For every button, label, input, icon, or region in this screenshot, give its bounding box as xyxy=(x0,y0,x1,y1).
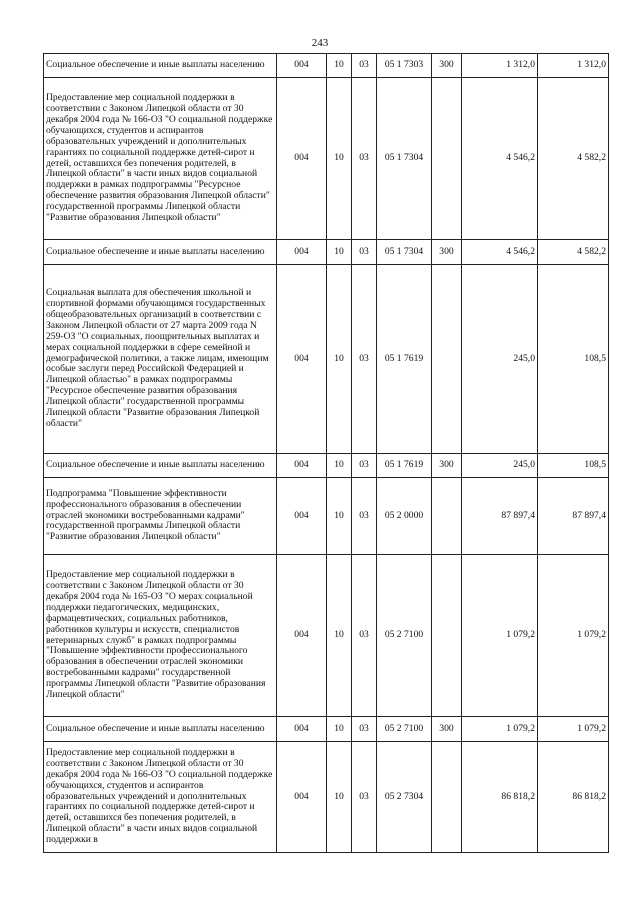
row-rz: 10 xyxy=(327,54,352,78)
row-vr: 300 xyxy=(432,717,462,742)
row-csr: 05 2 7304 xyxy=(377,742,432,853)
table-row xyxy=(44,454,609,478)
row-name: Социальное обеспечение и иные выплаты населению xyxy=(44,240,277,265)
row-vr: 300 xyxy=(432,240,462,265)
row-sum-2: 4 582,2 xyxy=(538,78,609,240)
row-pr: 03 xyxy=(352,454,377,478)
row-name: Социальное обеспечение и иные выплаты населению xyxy=(44,54,277,78)
row-vr xyxy=(432,742,462,853)
row-sum-1: 1 079,2 xyxy=(462,717,538,742)
row-rz: 10 xyxy=(327,78,352,240)
row-name: Предоставление мер социальной поддержки в соответствии с Законом Липецкой области от 30 декабря 2004 года № 165-ОЗ "О мерах социальной поддержки педагогических, медицинских, фармацевтических, социальных работников, работников культуры и искусств, специалистов ветеринарных служб" в рамках подпрограммы "Повышение эффективности профессионального образования в обеспечении отраслей экономики востребованными кадрами" государственной программы Липецкой области "Развитие образования Липецкой области" xyxy=(44,555,277,717)
budget-table-body xyxy=(44,54,609,853)
row-ved: 004 xyxy=(277,742,327,853)
row-pr: 03 xyxy=(352,717,377,742)
row-pr: 03 xyxy=(352,54,377,78)
page-number: 243 xyxy=(311,37,329,49)
row-ved: 004 xyxy=(277,78,327,240)
row-ved: 004 xyxy=(277,240,327,265)
row-pr: 03 xyxy=(352,265,377,454)
row-sum-1: 1 079,2 xyxy=(462,555,538,717)
budget-table xyxy=(43,53,609,853)
row-name: Предоставление мер социальной поддержки в соответствии с Законом Липецкой области от 30 декабря 2004 года № 166-ОЗ "О социальной поддержке обучающихся, студентов и аспирантов образовательных учреждений и дополнительных гарантиях по социальной поддержке детей-сирот и детей, оставшихся без попечения родителей, в Липецкой области" в части иных видов социальной поддержки в рамках подпрограммы "Ресурсное обеспечение развития образования Липецкой области" государственной программы Липецкой области "Развитие образования Липецкой области" xyxy=(44,78,277,240)
row-csr: 05 2 0000 xyxy=(377,478,432,555)
row-csr: 05 1 7619 xyxy=(377,265,432,454)
row-pr: 03 xyxy=(352,240,377,265)
table-row xyxy=(44,78,609,240)
table-row xyxy=(44,478,609,555)
row-sum-2: 1 079,2 xyxy=(538,555,609,717)
row-sum-2: 1 312,0 xyxy=(538,54,609,78)
row-name: Социальная выплата для обеспечения школьной и спортивной формами обучающимся государственных общеобразовательных организаций в соответствии с Законом Липецкой области от 27 марта 2009 года N 259-ОЗ "О социальных, поощрительных выплатах и мерах социальной поддержки в сфере семейной и демографической политики, а также лицам, имеющим особые заслуги перед Российской Федерацией и Липецкой областью" в рамках подпрограммы "Ресурсное обеспечение развития образования Липецкой области" государственной программы Липецкой области "Развитие образования Липецкой области" xyxy=(44,265,277,454)
row-csr: 05 1 7304 xyxy=(377,78,432,240)
row-sum-1: 4 546,2 xyxy=(462,240,538,265)
row-csr: 05 2 7100 xyxy=(377,555,432,717)
row-rz: 10 xyxy=(327,240,352,265)
row-rz: 10 xyxy=(327,717,352,742)
row-ved: 004 xyxy=(277,478,327,555)
row-rz: 10 xyxy=(327,555,352,717)
row-csr: 05 1 7304 xyxy=(377,240,432,265)
row-sum-2: 1 079,2 xyxy=(538,717,609,742)
table-row xyxy=(44,742,609,853)
row-sum-2: 87 897,4 xyxy=(538,478,609,555)
table-row xyxy=(44,54,609,78)
table-row xyxy=(44,717,609,742)
row-sum-2: 108,5 xyxy=(538,265,609,454)
row-vr: 300 xyxy=(432,54,462,78)
row-rz: 10 xyxy=(327,478,352,555)
row-vr xyxy=(432,555,462,717)
row-name: Подпрограмма "Повышение эффективности профессионального образования в обеспечении отраслей экономики востребованными кадрами" государственной программы Липецкой области "Развитие образования Липецкой области" xyxy=(44,478,277,555)
row-sum-2: 86 818,2 xyxy=(538,742,609,853)
row-pr: 03 xyxy=(352,478,377,555)
row-sum-1: 4 546,2 xyxy=(462,78,538,240)
row-sum-1: 87 897,4 xyxy=(462,478,538,555)
row-name: Социальное обеспечение и иные выплаты населению xyxy=(44,717,277,742)
row-sum-2: 108,5 xyxy=(538,454,609,478)
row-name: Предоставление мер социальной поддержки в соответствии с Законом Липецкой области от 30 декабря 2004 года № 166-ОЗ "О социальной поддержке обучающихся, студентов и аспирантов образовательных учреждений и дополнительных гарантиях по социальной поддержке детей-сирот и детей, оставшихся без попечения родителей, в Липецкой области" в части иных видов социальной поддержки в xyxy=(44,742,277,853)
row-rz: 10 xyxy=(327,742,352,853)
row-vr xyxy=(432,265,462,454)
row-sum-1: 245,0 xyxy=(462,265,538,454)
table-row xyxy=(44,240,609,265)
row-ved: 004 xyxy=(277,717,327,742)
row-rz: 10 xyxy=(327,454,352,478)
table-row xyxy=(44,555,609,717)
row-pr: 03 xyxy=(352,555,377,717)
row-sum-1: 1 312,0 xyxy=(462,54,538,78)
row-sum-2: 4 582,2 xyxy=(538,240,609,265)
row-vr xyxy=(432,78,462,240)
row-sum-1: 245,0 xyxy=(462,454,538,478)
row-rz: 10 xyxy=(327,265,352,454)
table-row xyxy=(44,265,609,454)
row-csr: 05 1 7619 xyxy=(377,454,432,478)
row-pr: 03 xyxy=(352,742,377,853)
row-name: Социальное обеспечение и иные выплаты населению xyxy=(44,454,277,478)
row-csr: 05 2 7100 xyxy=(377,717,432,742)
row-pr: 03 xyxy=(352,78,377,240)
row-sum-1: 86 818,2 xyxy=(462,742,538,853)
row-ved: 004 xyxy=(277,265,327,454)
row-ved: 004 xyxy=(277,54,327,78)
row-ved: 004 xyxy=(277,555,327,717)
row-ved: 004 xyxy=(277,454,327,478)
row-csr: 05 1 7303 xyxy=(377,54,432,78)
row-vr: 300 xyxy=(432,454,462,478)
row-vr xyxy=(432,478,462,555)
